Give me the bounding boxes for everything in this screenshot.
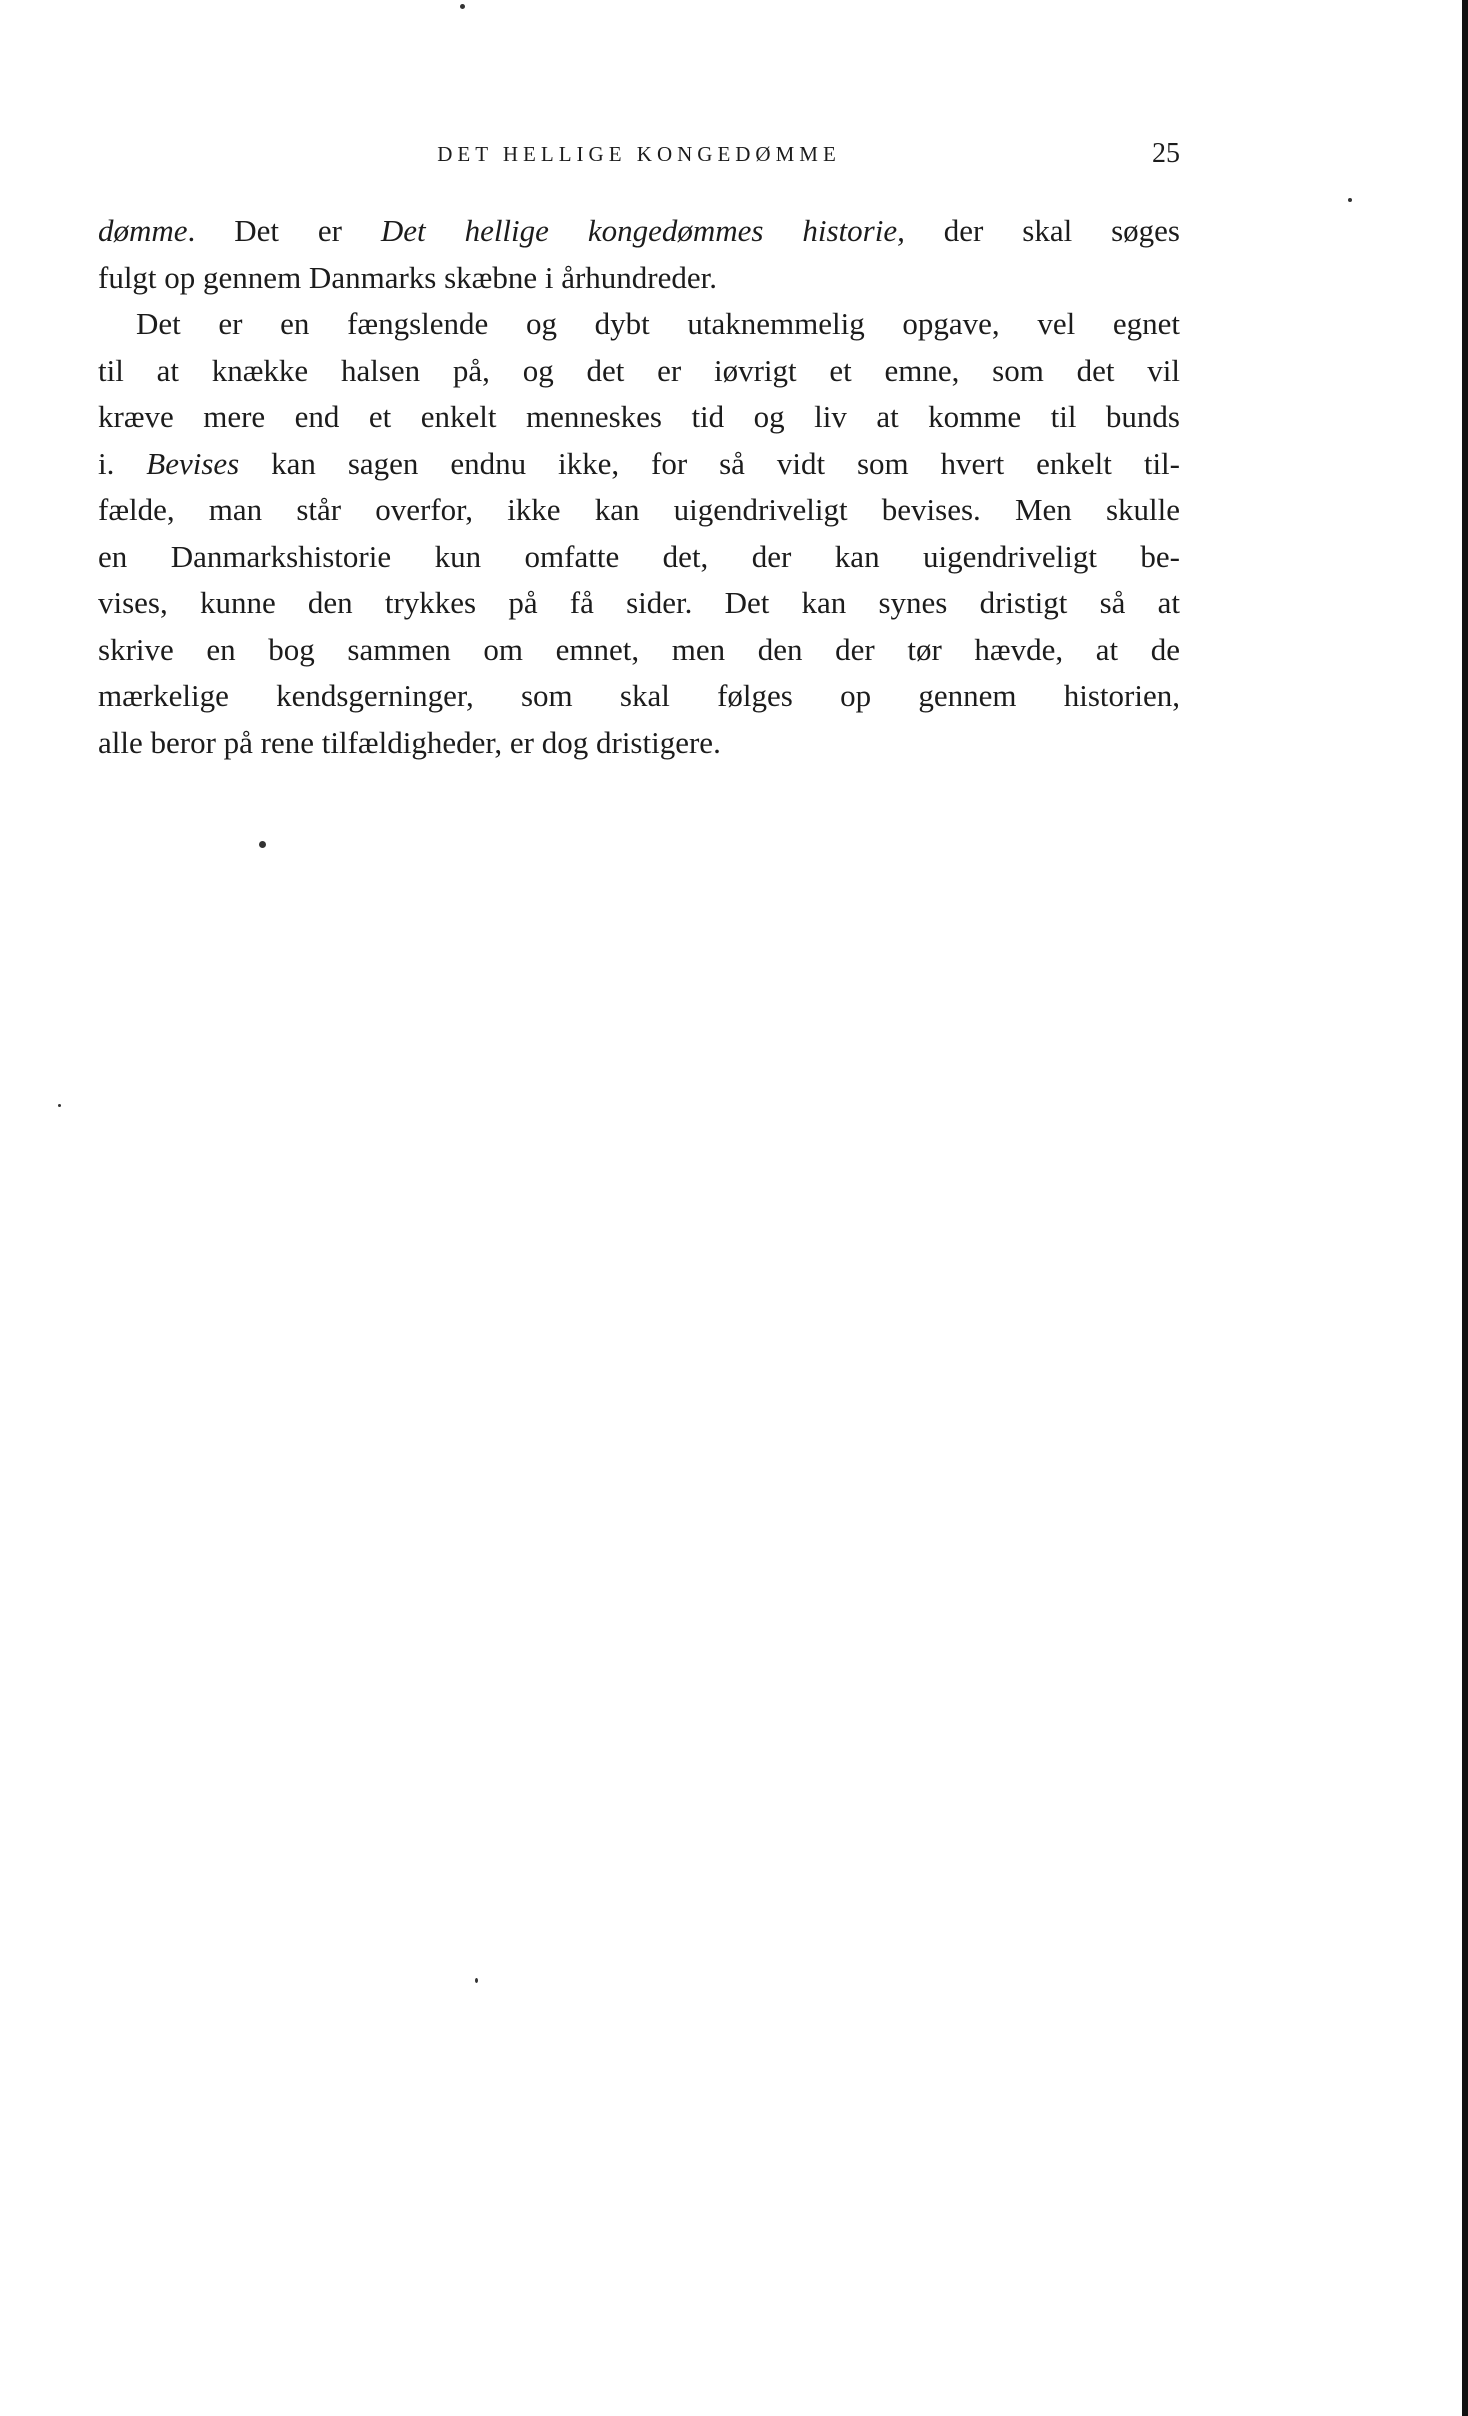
text-run: . Det er [187, 213, 381, 248]
body-text [98, 208, 1180, 766]
text-line [98, 301, 1180, 348]
text-run: alle beror på rene tilfældigheder, er dog dristigere. [98, 724, 721, 760]
speck [58, 1104, 61, 1107]
text-line [98, 673, 1180, 720]
page-number: 25 [1152, 138, 1180, 169]
italic-text: Det hellige kongedømmes historie, [380, 213, 905, 248]
text-line [98, 255, 1180, 302]
text-run: fulgt op gennem Danmarks skæbne i århundreder. [98, 259, 717, 295]
text-run: i. [98, 445, 147, 481]
text-line [98, 348, 1180, 395]
speck [475, 1978, 478, 1983]
text-line [98, 720, 1180, 767]
text-run: der skal søges [904, 213, 1180, 248]
text-run: vises, kunne den trykkes på få sider. Det kan synes dristigt så at [98, 585, 1180, 620]
italic-text: Bevises [146, 445, 240, 481]
page-edge [1462, 0, 1468, 2416]
text-line [98, 441, 1180, 488]
text-line [98, 394, 1180, 441]
text-run: en Danmarkshistorie kun omfatte det, der kan uigendriveligt be- [98, 538, 1180, 574]
text-line [98, 208, 1180, 255]
text-run: skrive en bog sammen om emnet, men den der tør hævde, at de [98, 631, 1180, 667]
page-header [98, 138, 1180, 178]
speck [1348, 198, 1352, 202]
text-line [98, 534, 1180, 581]
speck [460, 4, 465, 9]
italic-text: dømme [98, 213, 188, 248]
running-head: DET HELLIGE KONGEDØMME [437, 142, 841, 166]
text-line [98, 487, 1180, 534]
text-line [98, 580, 1180, 627]
text-run: Det er en fængslende og dybt utaknemmelig opgave, vel egnet [136, 306, 1180, 341]
text-run: mærkelige kendsgerninger, som skal følges op gennem historien, [98, 678, 1180, 713]
text-run: til at knække halsen på, og det er iøvrigt et emne, som det vil [98, 352, 1180, 388]
text-run: fælde, man står overfor, ikke kan uigendriveligt bevises. Men skulle [98, 492, 1180, 527]
speck [259, 841, 266, 848]
text-line [98, 627, 1180, 674]
text-run: kræve mere end et enkelt menneskes tid og liv at komme til bunds [98, 399, 1180, 434]
text-run: kan sagen endnu ikke, for så vidt som hvert enkelt til- [239, 445, 1180, 481]
